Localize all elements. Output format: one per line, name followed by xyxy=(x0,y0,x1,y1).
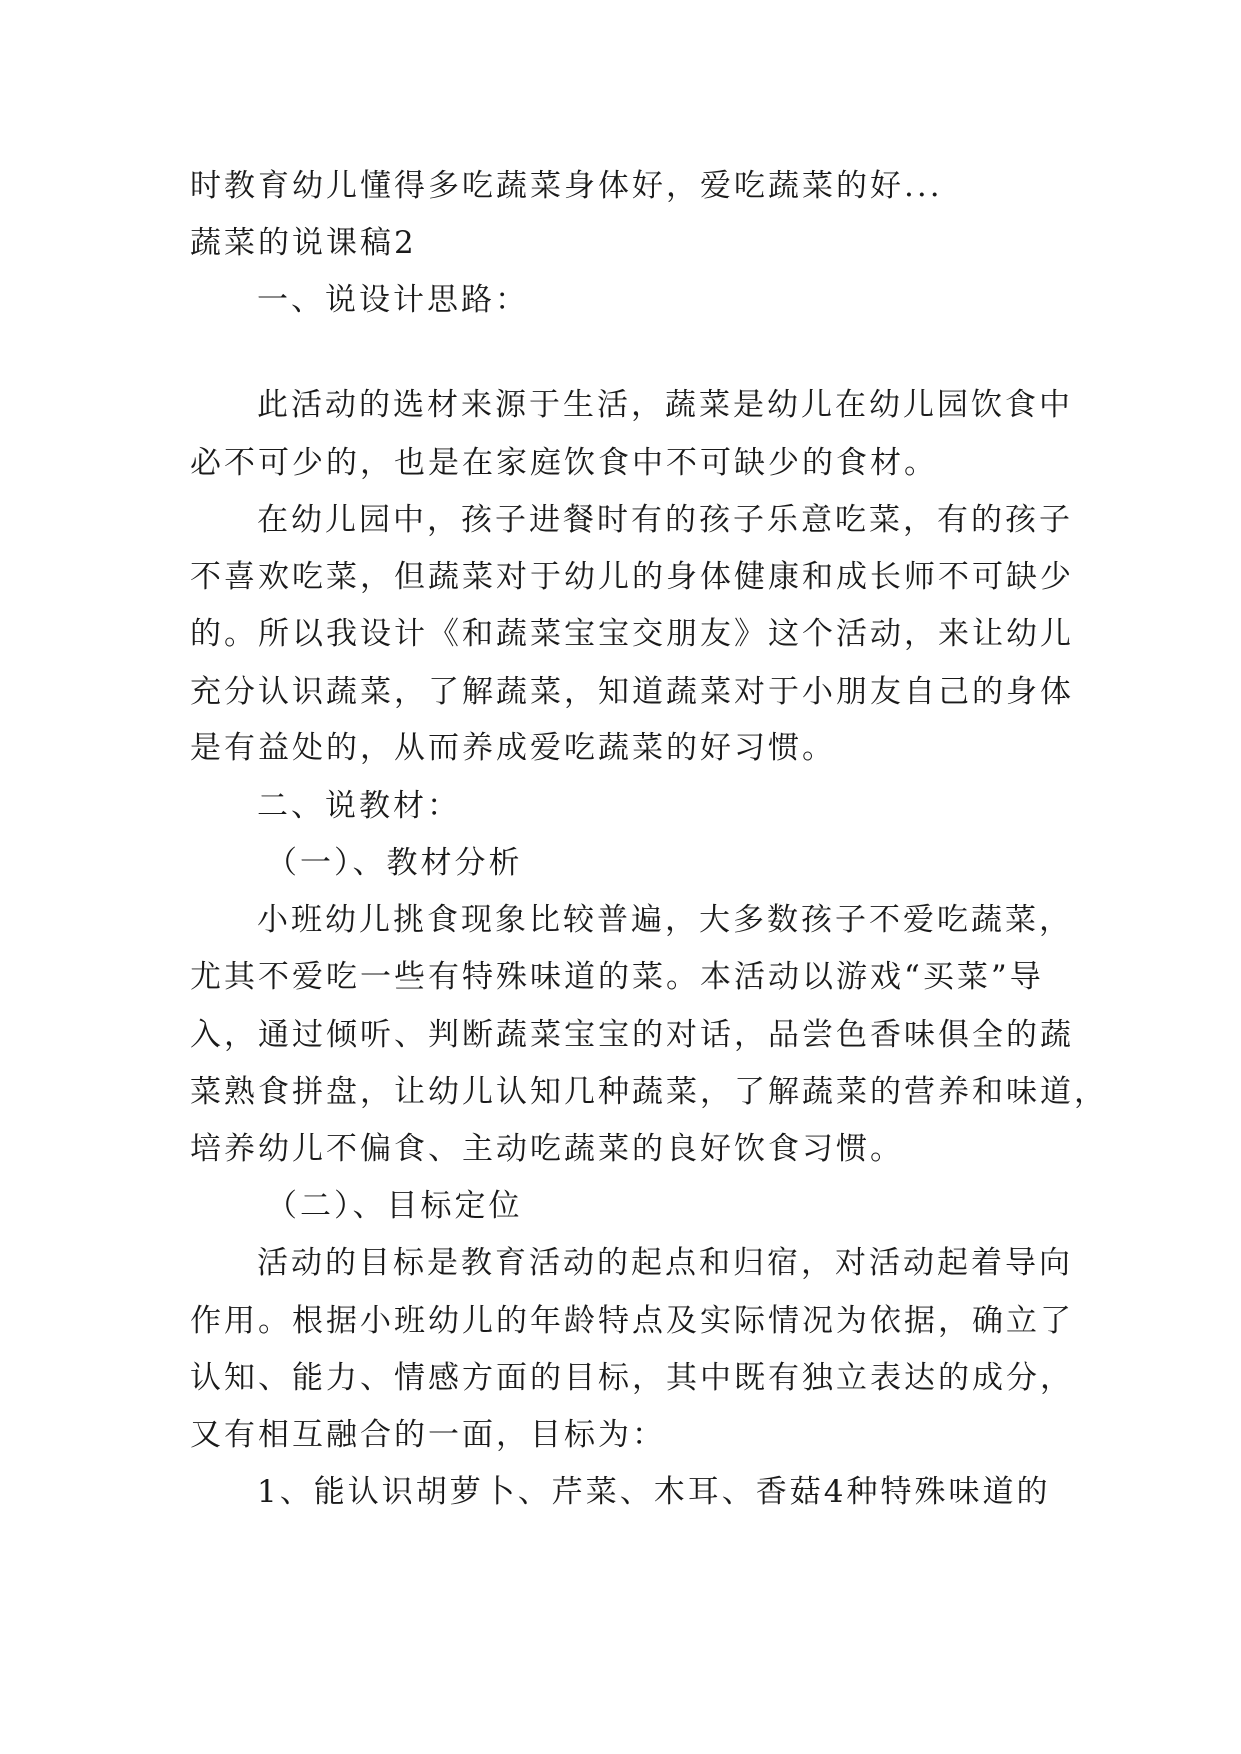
subheading: （二）、目标定位 xyxy=(266,1188,523,1224)
heading: 二、说教材： xyxy=(257,788,461,824)
text-line: 小班幼儿挑食现象比较普遍，大多数孩子不爱吃蔬菜， xyxy=(257,902,1073,938)
text-line: 充分认识蔬菜，了解蔬菜，知道蔬菜对于小朋友自己的身体 xyxy=(190,674,1074,710)
text-line: 培养幼儿不偏食、主动吃蔬菜的良好饮食习惯。 xyxy=(190,1131,904,1167)
text-line: 不喜欢吃菜，但蔬菜对于幼儿的身体健康和成长师不可缺少 xyxy=(190,559,1074,595)
text-line: 认知、能力、情感方面的目标，其中既有独立表达的成分， xyxy=(190,1360,1074,1396)
heading: 一、说设计思路： xyxy=(257,282,529,318)
text-line: 此活动的选材来源于生活，蔬菜是幼儿在幼儿园饮食中 xyxy=(257,387,1073,423)
section-title: 蔬菜的说课稿2 xyxy=(190,225,417,261)
text-line: 时教育幼儿懂得多吃蔬菜身体好，爱吃蔬菜的好... xyxy=(190,168,943,204)
text-line: 的。所以我设计《和蔬菜宝宝交朋友》这个活动，来让幼儿 xyxy=(190,616,1074,652)
text-line: 活动的目标是教育活动的起点和归宿，对活动起着导向 xyxy=(257,1245,1073,1281)
text-line: 在幼儿园中，孩子进餐时有的孩子乐意吃菜，有的孩子 xyxy=(257,502,1073,538)
text-line: 尤其不爱吃一些有特殊味道的菜。本活动以游戏“买菜”导 xyxy=(190,959,1044,995)
text-line: 菜熟食拼盘，让幼儿认知几种蔬菜，了解蔬菜的营养和味道， xyxy=(190,1074,1108,1110)
text-line: 是有益处的，从而养成爱吃蔬菜的好习惯。 xyxy=(190,730,836,766)
subheading: （一）、教材分析 xyxy=(266,845,523,881)
list-item: 1、能认识胡萝卜、芹菜、木耳、香菇4种特殊味道的 xyxy=(257,1474,1051,1510)
text-line: 必不可少的，也是在家庭饮食中不可缺少的食材。 xyxy=(190,445,938,481)
text-line: 入，通过倾听、判断蔬菜宝宝的对话，品尝色香味俱全的蔬 xyxy=(190,1017,1074,1053)
text-line: 作用。根据小班幼儿的年龄特点及实际情况为依据，确立了 xyxy=(190,1303,1074,1339)
text-line: 又有相互融合的一面，目标为： xyxy=(190,1417,666,1453)
